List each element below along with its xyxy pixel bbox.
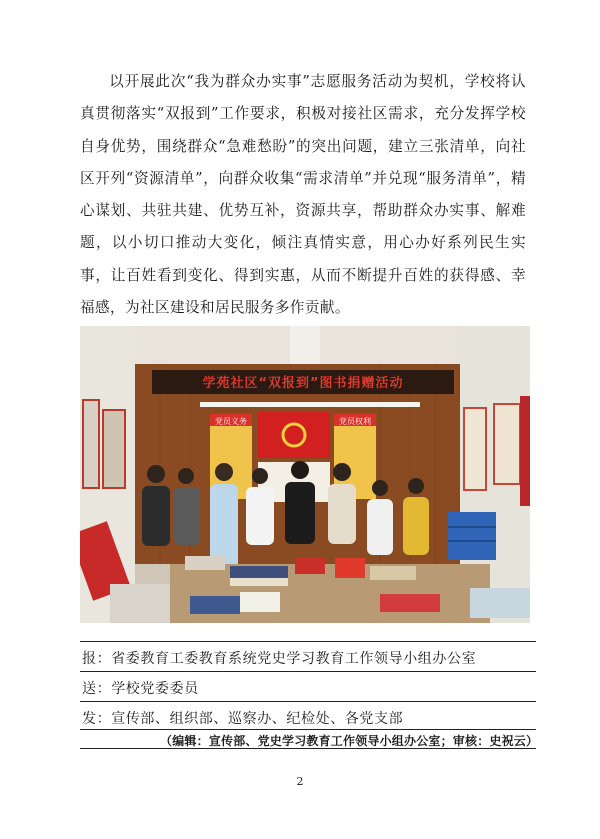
- editor-line: （编辑：宣传部、党史学习教育工作领导小组办公室；审核：史祝云）: [160, 734, 539, 748]
- send-line: 送：学校党委委员: [82, 681, 199, 697]
- board-right-text: 党员权利: [339, 417, 371, 426]
- body-paragraph: 以开展此次“我为群众办实事”志愿服务活动为契机，学校将认真贯彻落实“双报到”工作要求，积极对接社区需求，充分发挥学校自身优势，围绕群众“急难愁盼”的突出问题，建立三张清单，向社区开列“资源清单”，向群众收集“需求清单”并兑现“服务清单”，精心谋划、共驻共建、优势互补，资源共享，帮助群众办实事、解难题，以小切口推动大变化，倾注真情实意，用心办好系列民生实事，让百姓看到变化、得到实惠，从而不断提升百姓的获得感、幸福感，为社区建设和居民服务多作贡献。: [80, 73, 526, 317]
- divider-3: [80, 701, 536, 702]
- issue-line: 发：宣传部、组织部、巡察办、纪检处、各党支部: [82, 711, 404, 727]
- page-number: 2: [296, 775, 304, 788]
- banner-text: 学苑社区“双报到”图书捐赠活动: [202, 376, 404, 391]
- report-line: 报：省委教育工委教育系统党史学习教育工作领导小组办公室: [82, 651, 477, 667]
- bottom-divider: [80, 748, 536, 749]
- top-divider: [80, 641, 536, 642]
- event-photo: [80, 326, 530, 623]
- divider-2: [80, 671, 536, 672]
- divider-4: [80, 729, 536, 730]
- board-left-text: 党员义务: [215, 417, 247, 426]
